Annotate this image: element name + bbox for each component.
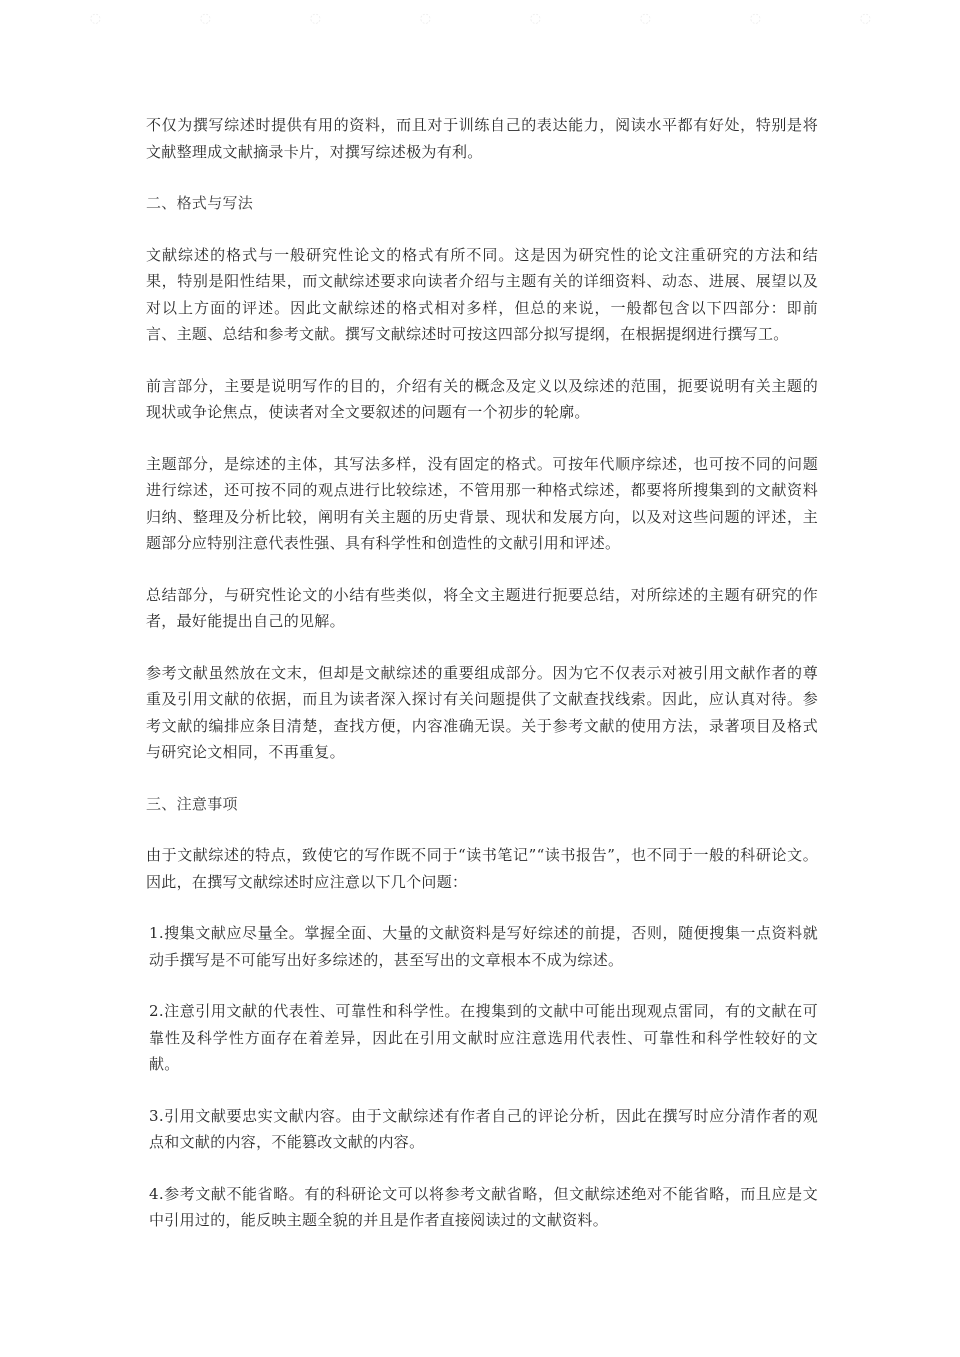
paragraph-format-overview: 文献综述的格式与一般研究性论文的格式有所不同。这是因为研究性的论文注重研究的方法和结果，特别是阳性结果，而文献综述要求向读者介绍与主题有关的详细资料、动态、进展、展望以及对以上方面的评述。因此文献综述的格式相对多样，但总的来说，一般都包含以下四部分：即前言、主题、总结和参考文献。撰写文献综述时可按这四部分拟写提纲，在根据提纲进行撰写工。 <box>146 245 818 343</box>
watermark-mark: ◌ <box>527 9 544 28</box>
watermark-strip <box>0 0 960 40</box>
section-heading-notes: 三、注意事项 <box>146 794 238 813</box>
document-body <box>146 112 818 1259</box>
list-item-note-2: 2.注意引用文献的代表性、可靠性和科学性。在搜集到的文献中可能出现观点雷同，有的文献在可靠性及科学性方面存在着差异，因此在引用文献时应注意选用代表性、可靠性和科学性较好的文献。 <box>149 1002 818 1073</box>
paragraph-intro-continuation: 不仅为撰写综述时提供有用的资料，而且对于训练自己的表达能力，阅读水平都有好处，特别是将文献整理成文献摘录卡片，对撰写综述极为有利。 <box>146 116 818 161</box>
list-item-note-1: 1.搜集文献应尽量全。掌握全面、大量的文献资料是写好综述的前提，否则，随便搜集一点资料就动手撰写是不可能写出好多综述的，甚至写出的文章根本不成为综述。 <box>149 924 818 969</box>
paragraph-notes-intro: 由于文献综述的特点，致使它的写作既不同于“读书笔记”“读书报告”，也不同于一般的科研论文。因此，在撰写文献综述时应注意以下几个问题： <box>146 846 818 891</box>
watermark-mark: ◌ <box>417 9 434 28</box>
list-item-note-3: 3.引用文献要忠实文献内容。由于文献综述有作者自己的评论分析，因此在撰写时应分清作者的观点和文献的内容，不能篡改文献的内容。 <box>149 1106 818 1151</box>
section-heading-format: 二、格式与写法 <box>146 194 254 212</box>
watermark-mark: ◌ <box>197 9 214 28</box>
list-item-note-4: 4.参考文献不能省略。有的科研论文可以将参考文献省略，但文献综述绝对不能省略，而且应是文中引用过的，能反映主题全貌的并且是作者直接阅读过的文献资料。 <box>149 1184 818 1229</box>
watermark-mark: ◌ <box>857 9 874 28</box>
watermark-mark: ◌ <box>87 9 104 28</box>
watermark-mark: ◌ <box>307 9 324 28</box>
paragraph-preface-part: 前言部分，主要是说明写作的目的，介绍有关的概念及定义以及综述的范围，扼要说明有关主题的现状或争论焦点，使读者对全文要叙述的问题有一个初步的轮廓。 <box>146 376 818 421</box>
watermark-mark: ◌ <box>747 9 764 28</box>
paragraph-references-part: 参考文献虽然放在文末，但却是文献综述的重要组成部分。因为它不仅表示对被引用文献作者的尊重及引用文献的依据，而且为读者深入探讨有关问题提供了文献查找线索。因此，应认真对待。参考文献的编排应条目清楚，查找方便，内容准确无误。关于参考文献的使用方法，录著项目及格式与研究论文相同，不再重复。 <box>146 663 818 761</box>
watermark-mark: ◌ <box>637 9 654 28</box>
paragraph-summary-part: 总结部分，与研究性论文的小结有些类似，将全文主题进行扼要总结，对所综述的主题有研究的作者，最好能提出自己的见解。 <box>146 585 818 630</box>
paragraph-main-part: 主题部分，是综述的主体，其写法多样，没有固定的格式。可按年代顺序综述，也可按不同的问题进行综述，还可按不同的观点进行比较综述，不管用那一种格式综述，都要将所搜集到的文献资料归纳、整理及分析比较，阐明有关主题的历史背景、现状和发展方向，以及对这些问题的评述，主题部分应特别注意代表性强、具有科学性和创造性的文献引用和评述。 <box>146 454 818 552</box>
